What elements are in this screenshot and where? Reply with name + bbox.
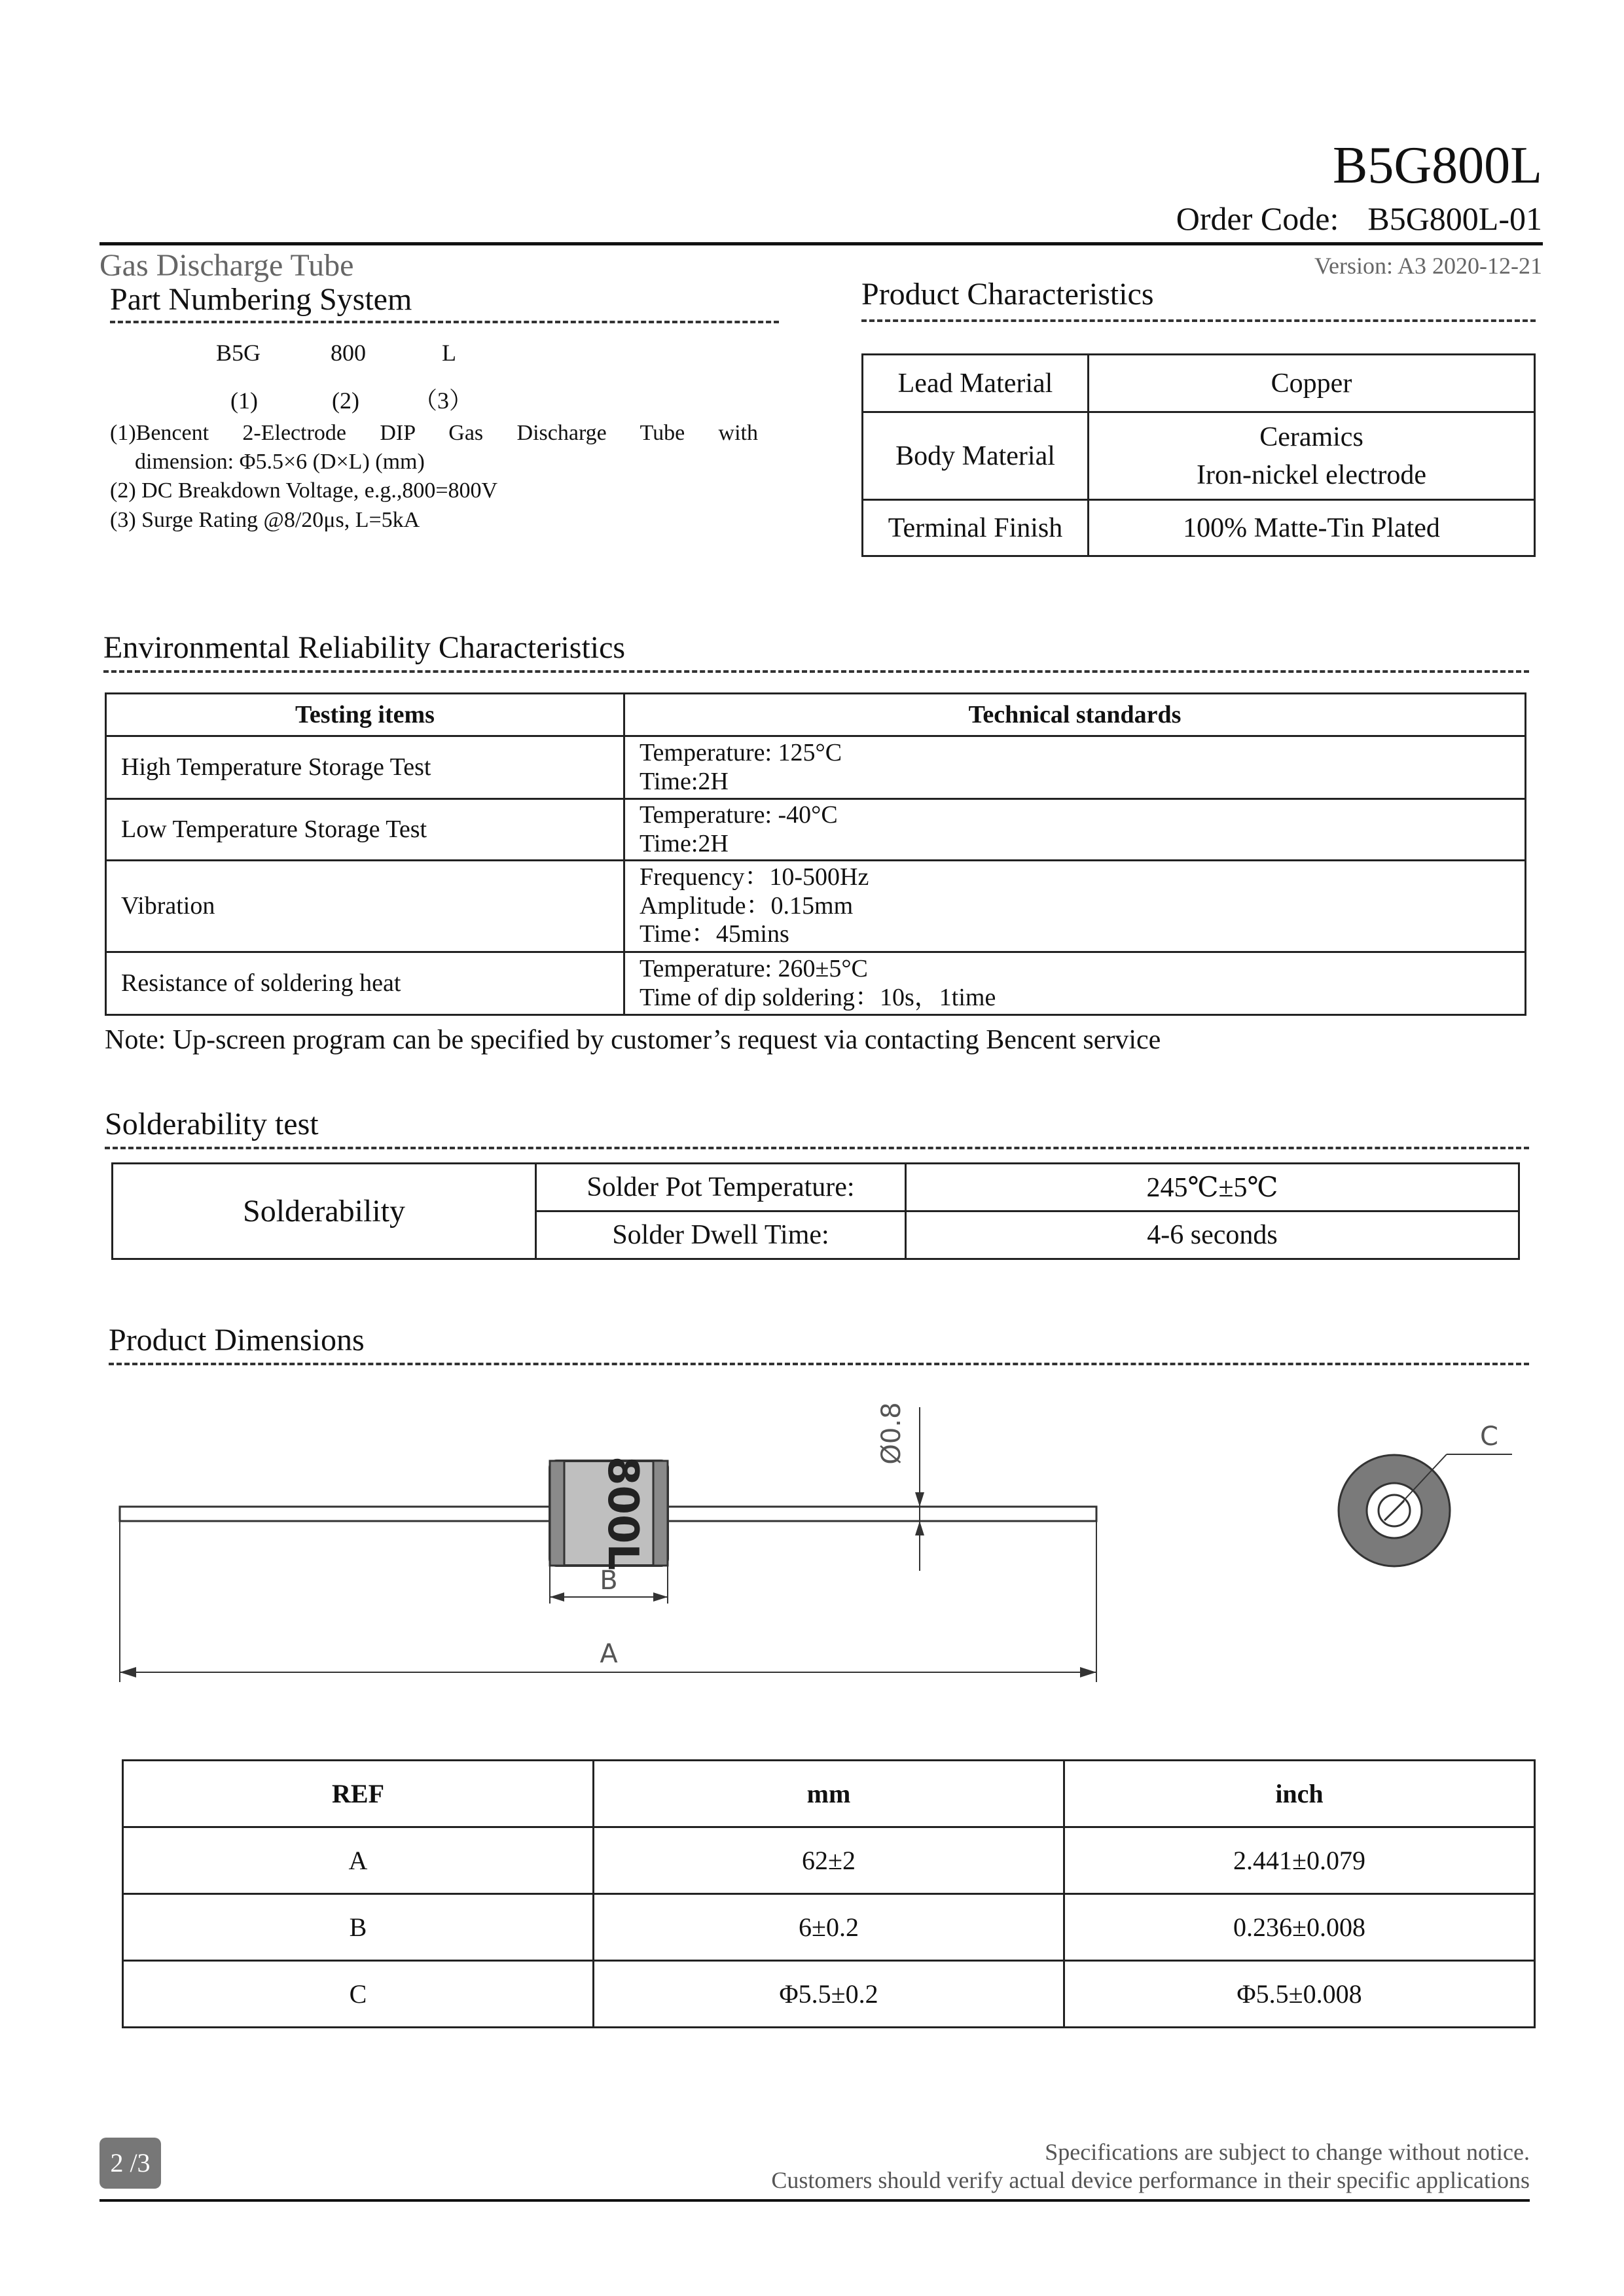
dim-mm: 6±0.2 [594, 1894, 1064, 1961]
index-1: (1) [230, 387, 258, 414]
table-row [123, 1894, 1535, 1961]
pc-value: Copper [1089, 355, 1535, 412]
environmental-divider [103, 670, 1529, 673]
table-header-row [106, 694, 1526, 736]
dimension-drawing [98, 1381, 1532, 1708]
arrowhead [915, 1492, 924, 1507]
pc-key: Lead Material [863, 355, 1089, 412]
environmental-note: Note: Up-screen program can be specified by customer’s request via contacting Bencent service [105, 1025, 1161, 1055]
pc-key: Body Material [863, 412, 1089, 500]
solderability-table [111, 1162, 1520, 1260]
end-view [1339, 1422, 1512, 1566]
env-item: High Temperature Storage Test [106, 736, 624, 799]
product-characteristics-title: Product Characteristics [861, 277, 1154, 312]
arrowhead [653, 1592, 668, 1602]
pc-value [1089, 412, 1535, 500]
footer-disclaimer [771, 2138, 1530, 2195]
header-mm: mm [594, 1761, 1064, 1827]
version-info: Version: A3 2020-12-21 [1314, 253, 1542, 279]
dim-ref: A [123, 1827, 594, 1894]
label-b: B [600, 1566, 618, 1596]
part-numbering-title: Part Numbering System [110, 282, 412, 317]
header-testing-items: Testing items [106, 694, 624, 736]
env-standard-line: Time:2H [640, 829, 729, 857]
code-series: B5G [216, 340, 261, 366]
order-code-line [1176, 200, 1542, 238]
dim-ref: C [123, 1961, 594, 2028]
document-type: Gas Discharge Tube [99, 248, 354, 283]
body-marking: 800L [598, 1456, 647, 1571]
table-row [863, 412, 1535, 500]
header-ref: REF [123, 1761, 594, 1827]
note-1-cont: dimension: Φ5.5×6 (D×L) (mm) [135, 450, 425, 475]
env-standard-line: Temperature: -40°C [640, 800, 838, 829]
product-characteristics-divider [861, 319, 1536, 322]
sol-param: Solder Dwell Time: [536, 1211, 906, 1259]
dim-inch: 0.236±0.008 [1064, 1894, 1535, 1961]
env-standard-line: Time：45mins [640, 920, 789, 948]
product-characteristics-table [861, 353, 1536, 557]
pc-key: Terminal Finish [863, 500, 1089, 556]
side-view [120, 1402, 1096, 1682]
product-dimensions-divider [109, 1363, 1529, 1365]
part-number-codes [216, 339, 456, 367]
solderability-label: Solderability [113, 1164, 536, 1259]
pc-value-line: Iron-nickel electrode [1197, 459, 1426, 490]
env-standards [624, 952, 1526, 1015]
env-standard-line: Amplitude：0.15mm [640, 891, 854, 920]
end-cap-left [550, 1461, 564, 1566]
env-standard-line: Temperature: 260±5°C [640, 954, 868, 982]
environmental-table [105, 692, 1526, 1016]
solderability-divider [105, 1147, 1529, 1149]
dim-mm: 62±2 [594, 1827, 1064, 1894]
order-code-value: B5G800L-01 [1367, 200, 1542, 237]
header-technical-standards: Technical standards [624, 694, 1526, 736]
env-standards [624, 736, 1526, 799]
pc-value: 100% Matte-Tin Plated [1089, 500, 1535, 556]
footer-rule [99, 2199, 1530, 2202]
sol-param: Solder Pot Temperature: [536, 1164, 906, 1211]
disclaimer-line: Customers should verify actual device performance in their specific applications [771, 2167, 1530, 2194]
table-row [106, 736, 1526, 799]
env-standard-line: Time:2H [640, 767, 729, 795]
part-number-notes [110, 419, 758, 535]
dimensions-table [122, 1759, 1536, 2028]
part-numbering-divider [110, 321, 779, 323]
index-3: （3） [414, 387, 473, 414]
note-3: (3) Surge Rating @8/20μs, L=5kA [110, 507, 420, 532]
env-item: Vibration [106, 861, 624, 952]
table-row [863, 500, 1535, 556]
dim-mm: Φ5.5±0.2 [594, 1961, 1064, 2028]
table-row [113, 1164, 1519, 1211]
table-header-row [123, 1761, 1535, 1827]
env-standard-line: Temperature: 125°C [640, 738, 842, 766]
order-code-label: Order Code: [1176, 200, 1339, 237]
dim-ref: B [123, 1894, 594, 1961]
note-1: (1)Bencent 2-Electrode DIP Gas Discharge Tube with [110, 421, 758, 445]
table-row [123, 1827, 1535, 1894]
label-c: C [1480, 1422, 1498, 1452]
env-standards [624, 799, 1526, 861]
header-rule [99, 242, 1543, 245]
end-cap-right [653, 1461, 668, 1566]
index-2: (2) [332, 387, 359, 414]
code-voltage: 800 [331, 340, 366, 366]
env-item: Low Temperature Storage Test [106, 799, 624, 861]
lead-diameter-label: Ø0.8 [876, 1402, 907, 1465]
note-2: (2) DC Breakdown Voltage, e.g.,800=800V [110, 478, 498, 503]
env-standard-line: Time of dip soldering：10s，1time [640, 983, 996, 1011]
code-surge: L [442, 340, 456, 366]
table-row [106, 799, 1526, 861]
disclaimer-line: Specifications are subject to change without notice. [1045, 2139, 1530, 2165]
table-row [106, 952, 1526, 1015]
env-standard-line: Frequency：10-500Hz [640, 863, 869, 891]
label-a: A [600, 1639, 618, 1669]
arrowhead [120, 1667, 136, 1677]
dim-inch: Φ5.5±0.008 [1064, 1961, 1535, 2028]
product-dimensions-title: Product Dimensions [109, 1323, 365, 1357]
arrowhead [550, 1592, 564, 1602]
table-row [863, 355, 1535, 412]
table-row [123, 1961, 1535, 2028]
table-row [106, 861, 1526, 952]
header-inch: inch [1064, 1761, 1535, 1827]
dim-inch: 2.441±0.079 [1064, 1827, 1535, 1894]
arrowhead [1080, 1667, 1096, 1677]
pc-value-line: Ceramics [1259, 422, 1363, 452]
environmental-title: Environmental Reliability Characteristics [103, 630, 626, 665]
sol-value: 4-6 seconds [906, 1211, 1519, 1259]
part-number-indices [230, 382, 473, 416]
sol-value: 245℃±5℃ [906, 1164, 1519, 1211]
page-number-badge: 2 /3 [99, 2138, 161, 2189]
arrowhead [915, 1521, 924, 1535]
env-item: Resistance of soldering heat [106, 952, 624, 1015]
part-number-title: B5G800L [1333, 137, 1542, 194]
solderability-title: Solderability test [105, 1107, 319, 1141]
env-standards [624, 861, 1526, 952]
